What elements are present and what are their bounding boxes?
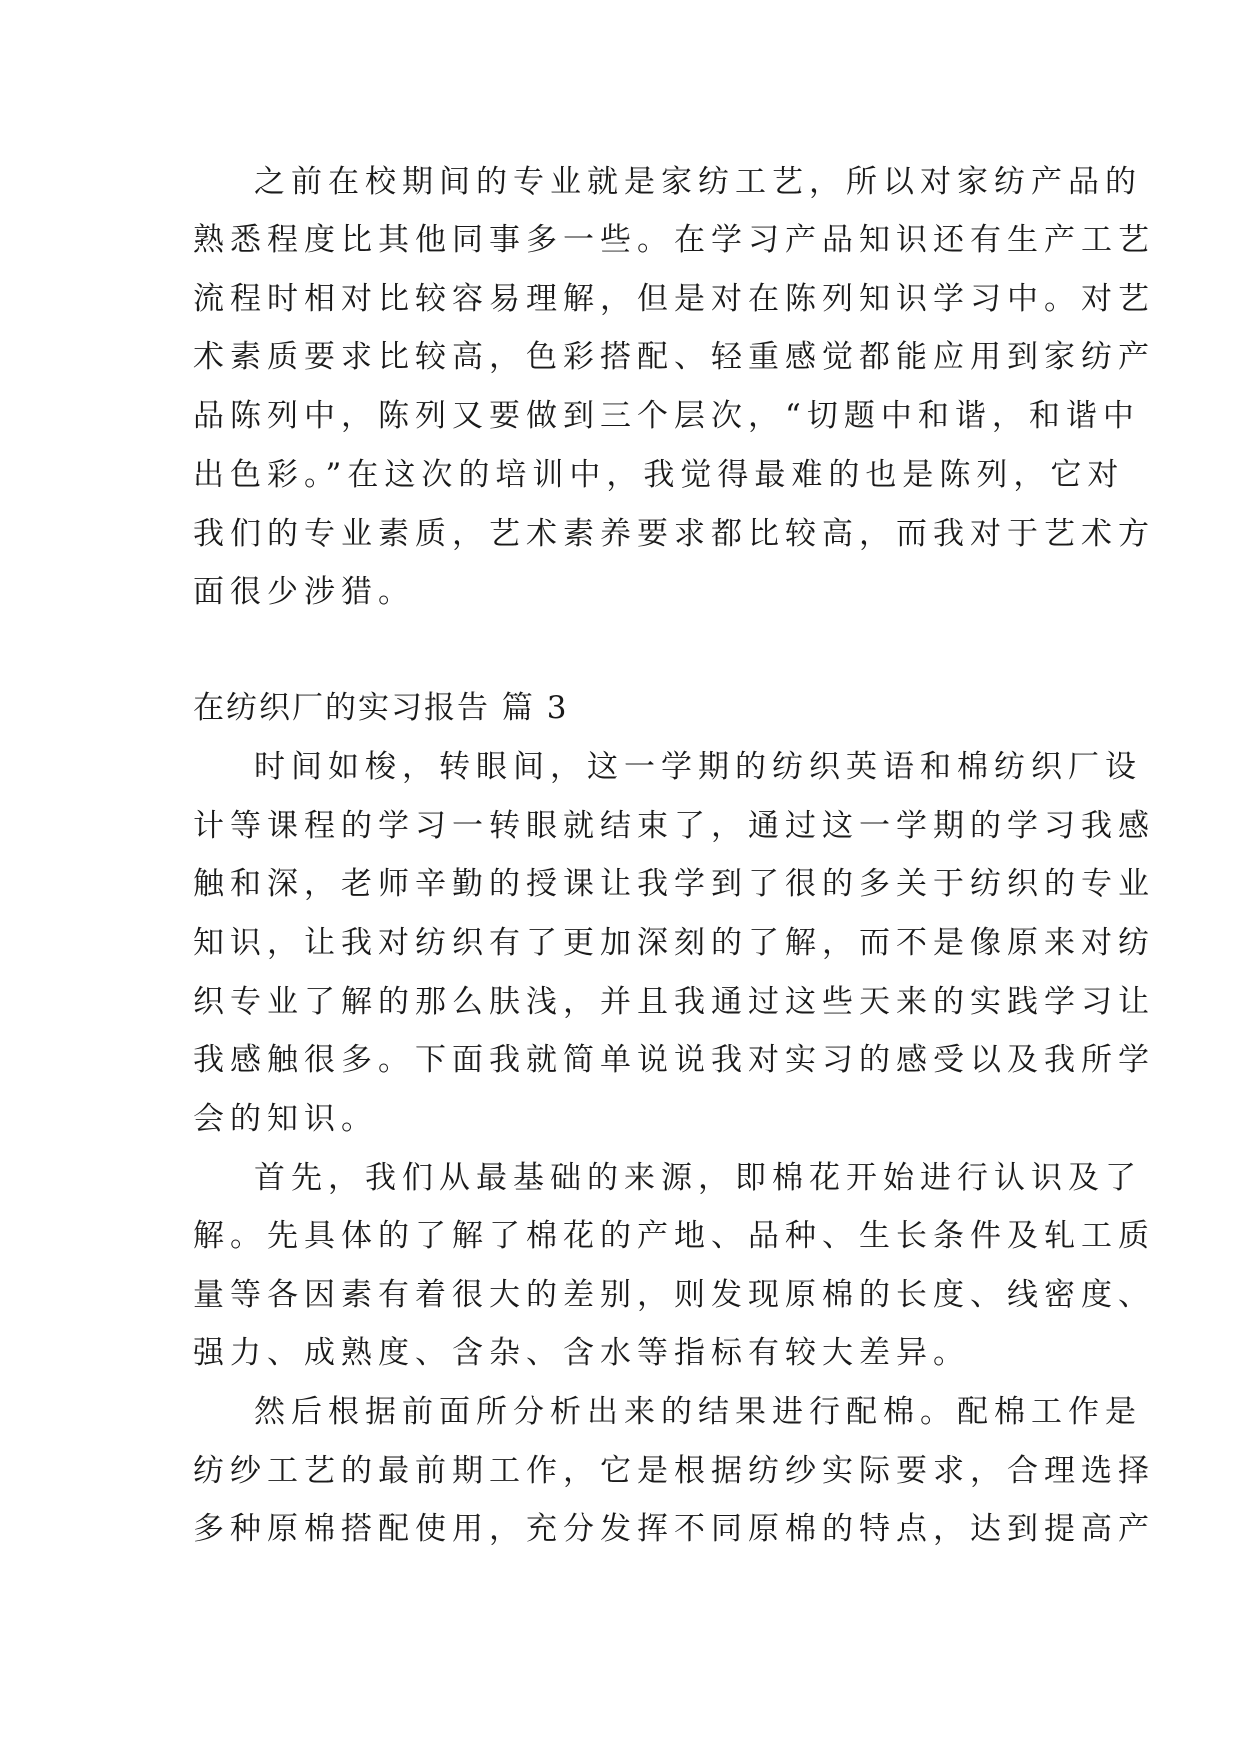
paragraph-line: 流程时相对比较容易理解，但是对在陈列知识学习中。对艺 [193, 281, 1155, 317]
paragraph-line: 会的知识。 [193, 1101, 378, 1137]
paragraph-line: 我们的专业素质，艺术素养要求都比较高，而我对于艺术方 [193, 516, 1155, 552]
paragraph-line: 解。先具体的了解了棉花的产地、品种、生长条件及轧工质 [193, 1218, 1155, 1254]
paragraph-line: 触和深，老师辛勤的授课让我学到了很的多关于纺织的专业 [193, 866, 1155, 902]
paragraph-line: 量等各因素有着很大的差别，则发现原棉的长度、线密度、 [193, 1277, 1155, 1313]
paragraph-line: 织专业了解的那么肤浅，并且我通过这些天来的实践学习让 [193, 984, 1155, 1020]
section-heading: 在纺织厂的实习报告 篇 3 [193, 690, 569, 726]
paragraph-line: 首先，我们从最基础的来源，即棉花开始进行认识及了 [254, 1160, 1142, 1196]
paragraph-line: 然后根据前面所分析出来的结果进行配棉。配棉工作是 [254, 1394, 1142, 1430]
paragraph-line: 强力、成熟度、含杂、含水等指标有较大差异。 [193, 1335, 970, 1371]
paragraph-line: 出色彩。”在这次的培训中，我觉得最难的也是陈列，它对 [193, 457, 1125, 493]
paragraph-line: 之前在校期间的专业就是家纺工艺，所以对家纺产品的 [254, 164, 1142, 200]
paragraph-line: 多种原棉搭配使用，充分发挥不同原棉的特点，达到提高产 [193, 1511, 1155, 1547]
paragraph-line: 知识，让我对纺织有了更加深刻的了解，而不是像原来对纺 [193, 925, 1155, 961]
paragraph-line: 我感触很多。下面我就简单说说我对实习的感受以及我所学 [193, 1042, 1155, 1078]
paragraph-line: 纺纱工艺的最前期工作，它是根据纺纱实际要求，合理选择 [193, 1453, 1155, 1489]
paragraph-line: 术素质要求比较高，色彩搭配、轻重感觉都能应用到家纺产 [193, 339, 1155, 375]
paragraph-line: 品陈列中，陈列又要做到三个层次，“切题中和谐，和谐中 [193, 398, 1140, 434]
paragraph-line: 计等课程的学习一转眼就结束了，通过这一学期的学习我感 [193, 808, 1155, 844]
paragraph-line: 熟悉程度比其他同事多一些。在学习产品知识还有生产工艺 [193, 222, 1155, 258]
paragraph-line: 面很少涉猎。 [193, 574, 415, 610]
paragraph-line: 时间如梭，转眼间，这一学期的纺织英语和棉纺织厂设 [254, 749, 1142, 785]
